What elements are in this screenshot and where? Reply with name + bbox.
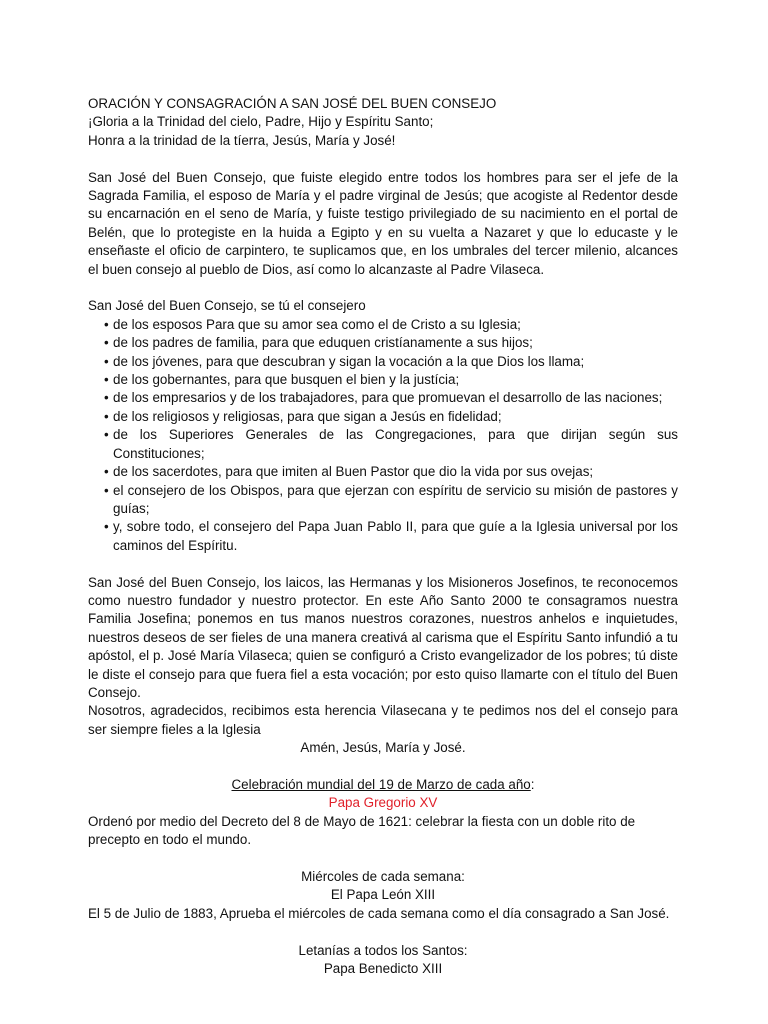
- section-3-heading: Letanías a todos los Santos:: [298, 942, 468, 958]
- list-item: • de los jóvenes, para que descubran y sigan la vocación a la que Dios los llama;: [88, 353, 678, 371]
- paragraph-1: San José del Buen Consejo, que fuiste elegido entre todos los hombres para ser el jefe de la Sagrada Familia, el esposo de María y el padre virginal de Jesús; que acogiste al Redentor desde su encarnación en el seno de María, y fuiste testigo privilegiado de su nacimiento en el portal de Belén, que lo protegiste en la huida a Egipto y en su vuelta a Nazaret y que lo educaste y le enseñaste el oficio de carpintero, te suplicamos que, en los umbrales del tercer milenio, alcances el buen consejo al pueblo de Dios, así como lo alcanzaste al Padre Vilaseca.: [88, 169, 678, 277]
- list-item: • de los sacerdotes, para que imiten al Buen Pastor que dio la vida por sus ovejas;: [88, 463, 678, 481]
- section-3-pope: Papa Benedicto XIII: [323, 961, 443, 976]
- section-2-text: El 5 de Julio de 1883, Aprueba el miércoles de cada semana como el día consagrado a San José.: [88, 905, 670, 921]
- section-1-heading: Celebración mundial del 19 de Marzo de cada año:: [231, 776, 535, 792]
- list-item: • el consejero de los Obispos, para que ejerzan con espíritu de servicio su misión de pastores y guías;: [104, 482, 678, 516]
- list-item: • de los padres de familia, para que eduquen cristíanamente a sus hijos;: [88, 334, 678, 352]
- bullet-icon: •: [104, 519, 109, 535]
- document-title: ORACIÓN Y CONSAGRACIÓN A SAN JOSÉ DEL BUEN CONSEJO: [88, 96, 497, 111]
- list-item: • de los esposos Para que su amor sea como el de Cristo a su Iglesia;: [88, 316, 678, 334]
- bullet-icon: •: [104, 427, 109, 443]
- intro-line-2: Honra a la trinidad de la tíerra, Jesús, María y José!: [88, 132, 396, 148]
- list-item: • de los gobernantes, para que busquen el bien y la justícia;: [88, 371, 678, 389]
- list-item: • de los Superiores Generales de las Congregaciones, para que dirijan según sus Constituciones;: [104, 427, 678, 461]
- paragraph-3: Nosotros, agradecidos, recibimos esta herencia Vilasecana y te pedimos nos del el consejo para ser siempre fieles a la Iglesia: [88, 703, 678, 737]
- section-1-pope: Papa Gregorio XV: [328, 795, 438, 811]
- list-intro: San José del Buen Consejo, se tú el consejero: [88, 298, 366, 314]
- intro-line-1: ¡Gloria a la Trinidad del cielo, Padre, Hijo y Espíritu Santo;: [88, 114, 434, 130]
- list-item: • de los religiosos y religiosas, para que sigan a Jesús en fidelidad;: [88, 408, 678, 426]
- bullet-icon: •: [104, 316, 109, 332]
- bullet-icon: •: [104, 464, 109, 480]
- list-item: • y, sobre todo, el consejero del Papa Juan Pablo II, para que guíe a la Iglesia universal por los caminos del Espíritu.: [104, 519, 678, 553]
- bullet-icon: •: [104, 335, 109, 351]
- list-item: • de los empresarios y de los trabajadores, para que promuevan el desarrollo de las naciones;: [88, 389, 678, 407]
- section-1-text: Ordenó por medio del Decreto del 8 de Mayo de 1621: celebrar la fiesta con un doble rito de precepto en todo el mundo.: [88, 813, 636, 848]
- section-2-heading: Miércoles de cada semana:: [301, 868, 465, 884]
- bullet-icon: •: [104, 408, 109, 424]
- paragraph-2: San José del Buen Consejo, los laicos, las Hermanas y los Misioneros Josefinos, te reconocemos como nuestro fundador y nuestro protector. En este Año Santo 2000 te consagramos nuestra Familia Josefina; ponemos en tus manos nuestros corazones, nuestros anhelos e inquietudes, nuestros deseos de ser fieles de una manera creativá al carisma que el Espíritu Santo infundió a tu apóstol, el p. José María Vilaseca; quien se configuró a Cristo evangelizador de los pobres; tú diste le diste el consejo para que fuera fiel a esta vocación; por esto quiso llamarte con el título del Buen Consejo.: [88, 574, 678, 700]
- document-page: [88, 95, 678, 978]
- bullet-icon: •: [104, 482, 109, 498]
- bullet-icon: •: [104, 372, 109, 388]
- bullet-icon: •: [104, 353, 109, 369]
- consejero-list: [88, 316, 678, 555]
- closing-line: Amén, Jesús, María y José.: [300, 740, 466, 756]
- bullet-icon: •: [104, 390, 109, 406]
- section-2-pope: El Papa León XIII: [330, 887, 436, 903]
